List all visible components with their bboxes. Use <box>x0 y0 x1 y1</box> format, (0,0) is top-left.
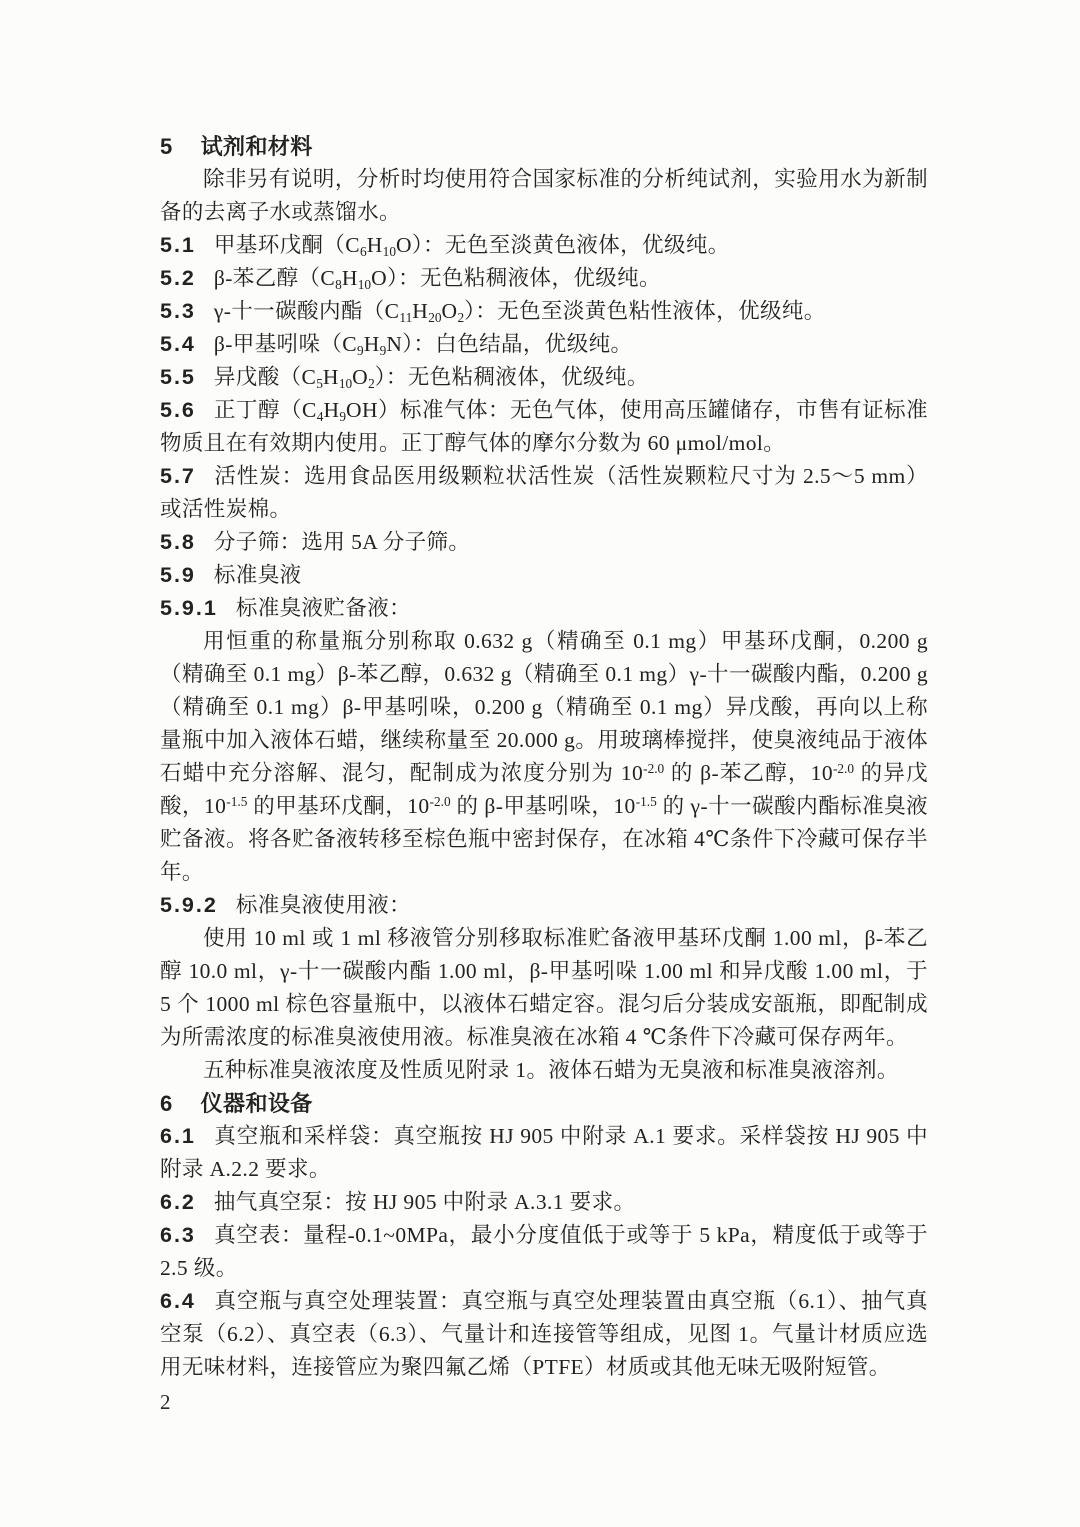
body-paragraph <box>160 922 928 1054</box>
clause-number: 6.4 <box>160 1289 196 1313</box>
clause-number: 5.1 <box>160 233 196 257</box>
clause-number: 5.9.1 <box>160 596 218 620</box>
clause-text: 标准臭液贮备液： <box>235 596 412 620</box>
section-title: 仪器和设备 <box>200 1091 313 1116</box>
clause-5.3 <box>160 295 928 328</box>
paragraph-text: 除非另有说明，分析时均使用符合国家标准的分析纯试剂，实验用水为新制备的去离子水或蒸馏水。 <box>160 167 928 224</box>
clause-number: 5.4 <box>160 332 196 356</box>
clause-5.4 <box>160 328 928 361</box>
clause-number: 5.9.2 <box>160 893 218 917</box>
clause-5.7 <box>160 460 928 526</box>
clause-5.1 <box>160 229 928 262</box>
clause-number: 5.6 <box>160 398 196 422</box>
body-paragraph <box>160 625 928 889</box>
clause-number: 5.9 <box>160 563 196 587</box>
clause-text: 活性炭：选用食品医用级颗粒状活性炭（活性炭颗粒尺寸为 2.5～5 mm）或活性炭棉。 <box>160 464 928 521</box>
clause-text: 标准臭液使用液： <box>235 893 412 917</box>
clause-text: γ-十一碳酸内酯$(C_{11}H_{20}O_2)$：无色至淡黄色粘性液体，优级纯。 <box>213 299 826 325</box>
clause-number: 5.2 <box>160 266 196 290</box>
clause-text: 正丁醇$(C_4H_9OH)$标准气体：无色气体，使用高压罐储存，市售有证标准物质且在有效期内使用。正丁醇气体的摩尔分数为 60 μmol/mol。 <box>160 398 929 455</box>
clause-6.2 <box>160 1186 928 1219</box>
clause-text: 真空瓶和采样袋：真空瓶按 HJ 905 中附录 A.1 要求。采样袋按 HJ 905 中附录 A.2.2 要求。 <box>160 1124 928 1181</box>
section-heading <box>160 130 928 163</box>
section-heading <box>160 1087 928 1120</box>
clause-6.3 <box>160 1219 928 1285</box>
clause-text: 真空瓶与真空处理装置：真空瓶与真空处理装置由真空瓶（6.1）、抽气真空泵（6.2）、真空表（6.3）、气量计和连接管等组成，见图 1。气量计材质应选用无味材料，连接管应为聚四氟乙烯（PTFE）材质或其他无味无吸附短管。 <box>160 1289 928 1379</box>
clause-text: 标准臭液 <box>213 563 302 587</box>
clause-number: 6.1 <box>160 1124 196 1148</box>
section-number: 5 <box>160 134 173 159</box>
clause-number: 5.3 <box>160 299 196 323</box>
clause-number: 5.8 <box>160 530 196 554</box>
clause-text: 真空表：量程-0.1~0MPa，最小分度值低于或等于 5 kPa，精度低于或等于 2.5 级。 <box>160 1223 928 1280</box>
body-paragraph <box>160 1054 928 1087</box>
clause-text: β-甲基吲哚$(C_9H_9N)$：白色结晶，优级纯。 <box>213 332 633 358</box>
clause-text: 抽气真空泵：按 HJ 905 中附录 A.3.1 要求。 <box>213 1190 636 1214</box>
clause-5.5 <box>160 361 928 394</box>
clause-5.8 <box>160 526 928 559</box>
page-footer <box>160 1390 171 1415</box>
section-number: 6 <box>160 1091 173 1116</box>
clause-number: 6.3 <box>160 1223 196 1247</box>
clause-number: 6.2 <box>160 1190 196 1214</box>
section-title: 试剂和材料 <box>200 134 313 159</box>
clause-number: 5.5 <box>160 365 196 389</box>
clause-5.9.1 <box>160 592 928 625</box>
clause-text: 异戊酸$(C_5H_{10}O_2)$：无色粘稠液体，优级纯。 <box>213 365 649 391</box>
paragraph-text: 五种标准臭液浓度及性质见附录 1。液体石蜡为无臭液和标准臭液溶剂。 <box>203 1058 899 1082</box>
clause-text: 分子筛：选用 5A 分子筛。 <box>213 530 471 554</box>
document-body <box>160 130 928 1384</box>
body-paragraph <box>160 163 928 229</box>
clause-text: β-苯乙醇$(C_8H_{10}O)$：无色粘稠液体，优级纯。 <box>213 266 661 292</box>
clause-6.1 <box>160 1120 928 1186</box>
page-number: 2 <box>160 1390 171 1414</box>
paragraph-text: 用恒重的称量瓶分别称取 0.632 g（精确至 0.1 mg）甲基环戊酮，0.200 g（精确至 0.1 mg）β-苯乙醇，0.632 g（精确至 0.1 mg）γ-十一碳酸内酯，0.200 g（精确至 0.1 mg）β-甲基吲哚，0.200 g（精确至 0.1 mg）异戊酸，再向以上称量瓶中加入液体石蜡，继续称量至 20.000 g。用玻璃棒搅拌，使臭液纯品于液体石蜡中充分溶解、混匀，配制成为浓度分别为 $10^{-2.0}$ 的 β-苯乙醇，$10^{-2.0}$ 的异戊酸，$10^{-1.5}$ 的甲基环戊酮，$10^{-2.0}$ 的 β-甲基吲哚，$10^{-1.5}$ 的 γ-十一碳酸内酯标准臭液贮备液。将各贮备液转移至棕色瓶中密封保存，在冰箱 4℃条件下冷藏可保存半年。 <box>160 629 929 884</box>
clause-6.4 <box>160 1285 928 1384</box>
clause-5.9 <box>160 559 928 592</box>
paragraph-text: 使用 10 ml 或 1 ml 移液管分别移取标准贮备液甲基环戊酮 1.00 ml，β-苯乙醇 10.0 ml，γ-十一碳酸内酯 1.00 ml，β-甲基吲哚 1.00 ml 和异戊酸 1.00 ml，于 5 个 1000 ml 棕色容量瓶中，以液体石蜡定容。混匀后分装成安瓿瓶，即配制成为所需浓度的标准臭液使用液。标准臭液在冰箱 4 ℃条件下冷藏可保存两年。 <box>160 926 928 1049</box>
clause-text: 甲基环戊酮$(C_6H_{10}O)$：无色至淡黄色液体，优级纯。 <box>213 233 730 259</box>
clause-5.2 <box>160 262 928 295</box>
clause-5.9.2 <box>160 889 928 922</box>
clause-5.6 <box>160 394 928 460</box>
clause-number: 5.7 <box>160 464 196 488</box>
